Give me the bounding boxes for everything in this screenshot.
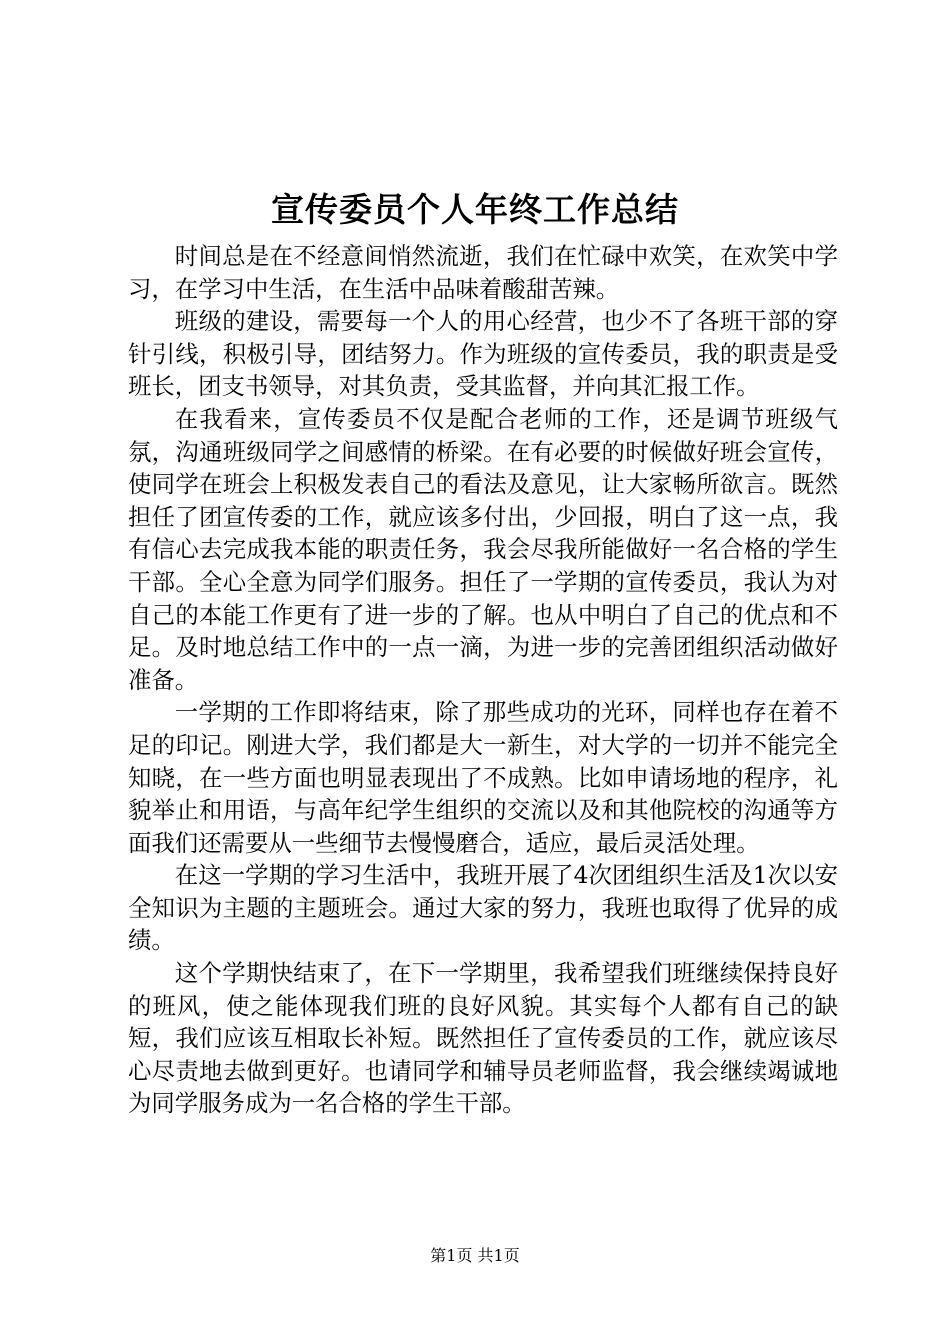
page-number-footer: 第1页 共1页 — [430, 1246, 520, 1265]
paragraph: 在这一学期的学习生活中，我班开展了4次团组织生活及1次以安全知识为主题的主题班会。通过大家的努力，我班也取得了优异的成绩。 — [128, 861, 838, 955]
document-body — [128, 240, 838, 1120]
paragraph: 时间总是在不经意间悄然流逝，我们在忙碌中欢笑，在欢笑中学习，在学习中生活，在生活中品味着酸甜苦辣。 — [128, 242, 838, 303]
paragraph: 一学期的工作即将结束，除了那些成功的光环，同样也存在着不足的印记。刚进大学，我们都是大一新生，对大学的一切并不能完全知晓，在一些方面也明显表现出了不成熟。比如申请场地的程序，礼貌举止和用语，与高年纪学生组织的交流以及和其他院校的沟通等方面我们还需要从一些细节去慢慢磨合，适应，最后灵活处理。 — [128, 698, 838, 857]
paragraph: 在我看来，宣传委员不仅是配合老师的工作，还是调节班级气氛，沟通班级同学之间感情的桥梁。在有必要的时候做好班会宣传，使同学在班会上积极发表自己的看法及意见，让大家畅所欲言。既然担任了团宣传委的工作，就应该多付出，少回报，明白了这一点，我有信心去完成我本能的职责任务，我会尽我所能做好一名合格的学生干部。全心全意为同学们服务。担任了一学期的宣传委员，我认为对自己的本能工作更有了进一步的了解。也从中明白了自己的优点和不足。及时地总结工作中的一点一滴，为进一步的完善团组织活动做好准备。 — [128, 404, 838, 694]
document-title: 宣传委员个人年终工作总结 — [271, 190, 679, 229]
paragraph: 这个学期快结束了，在下一学期里，我希望我们班继续保持良好的班风，使之能体现我们班的良好风貌。其实每个人都有自己的缺短，我们应该互相取长补短。既然担任了宣传委员的工作，就应该尽心尽责地去做到更好。也请同学和辅导员老师监督，我会继续竭诚地为同学服务成为一名合格的学生干部。 — [128, 959, 838, 1118]
paragraph: 班级的建设，需要每一个人的用心经营，也少不了各班干部的穿针引线，积极引导，团结努力。作为班级的宣传委员，我的职责是受班长，团支书领导，对其负责，受其监督，并向其汇报工作。 — [128, 307, 838, 401]
